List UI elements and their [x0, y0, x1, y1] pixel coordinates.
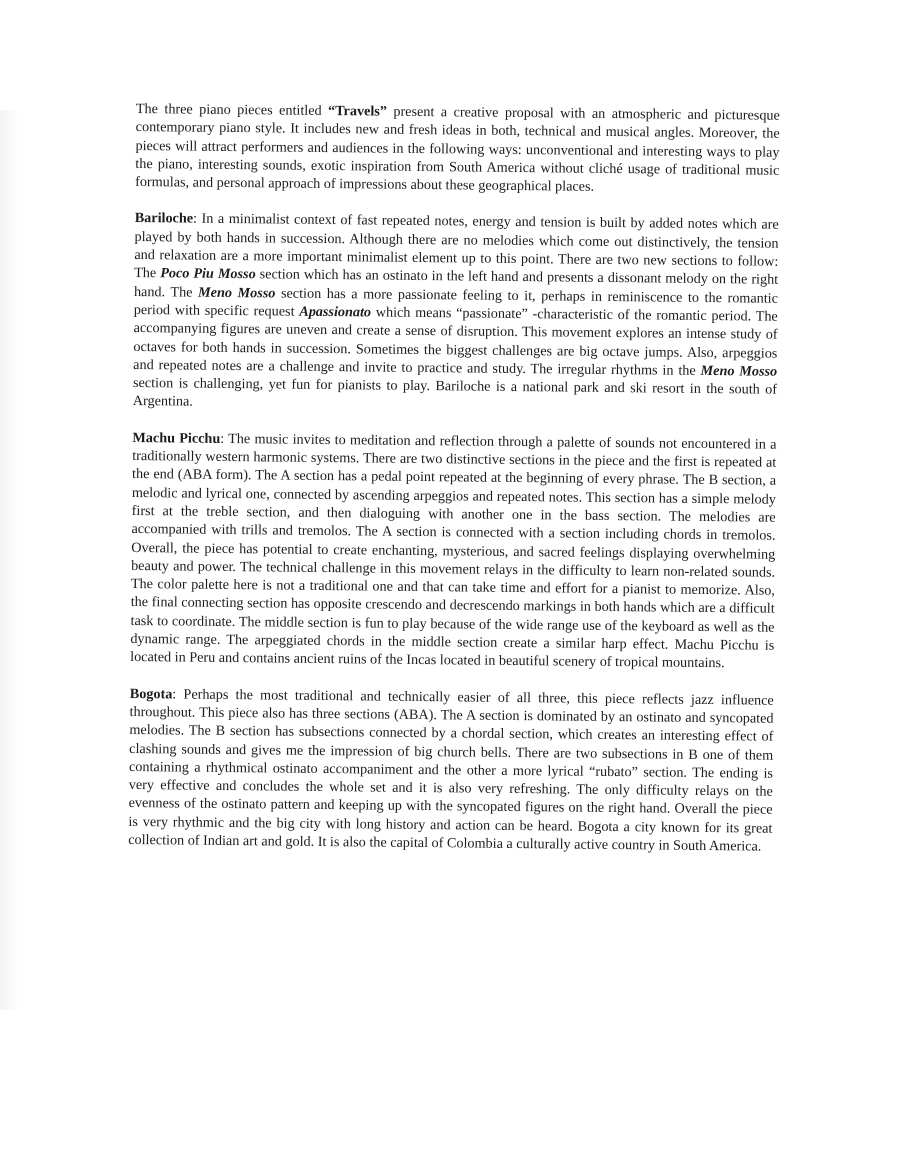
machu-picchu-text: : The music invites to meditation and reflection through a palette of sounds not encountered in a traditionally western harmonic systems. There are two distinctive sections in the piece and the first is repeated at the end (ABA form). The A section has a pedal point repeated at the beginning of every phrase. The B section, a melodic and lyrical one, connected by ascending arpeggios and repeated notes. This section has a simple melody first at the treble section, and then dialoguing with another one in the bass section. The melodies are accompanied with trills and tremolos. The A section is connected with a section including chords in tremolos. Overall, the piece has potential to create enchanting, mysterious, and sacred feelings displaying overwhelming beauty and power. The technical challenge in this movement relays in the difficulty to learn non-related sounds. The color palette here is not a traditional one and that can take time and effort for a pianist to memorize. Also, the final connecting section has opposite crescendo and decrescendo markings in both hands which are a difficult task to coordinate. The middle section is fun to play because of the wide range use of the keyboard as well as the dynamic range. The arpeggiated chords in the middle section create a similar harp effect. Machu Picchu is located in Peru and contains ancient ruins of the Incas located in beautiful scenery of tropical mountains. — [130, 430, 777, 672]
bogota-text: : Perhaps the most traditional and technically easier of all three, this piece reflects jazz influence throughout. This piece also has three sections (ABA). The A section is dominated by an ostinato and syncopated melodies. The B section has subsections connected by a chordal section, which creates an interesting effect of clashing sounds and gives me the impression of big church bells. There are two subsections in B one of them containing a rhythmical ostinato accompaniment and the other a more lyrical “rubato” section. The ending is very effective and concludes the whole set and it is also very refreshing. The only difficulty relays on the evenness of the ostinato pattern and keeping up with the syncopated figures on the right hand. Overall the piece is very rhythmic and the big city with long history and action can be heard. Bogota a city known for its great collection of Indian art and gold. It is also the capital of Colombia a culturally active country in South America. — [128, 686, 774, 855]
bariloche-paragraph — [133, 209, 779, 417]
machu-picchu-paragraph — [130, 429, 776, 674]
document-body — [128, 100, 780, 874]
work-title: “Travels” — [328, 103, 388, 120]
intro-paragraph — [135, 100, 780, 198]
bogota-heading: Bogota — [129, 685, 173, 703]
tempo-marking-meno-mosso: Meno Mosso — [198, 284, 276, 302]
bariloche-text-5: section is challenging, yet fun for pianists to play. Bariloche is a national park and ski resort in the south of Argentina. — [132, 375, 778, 411]
expression-marking-apassionato: Apassionato — [299, 303, 372, 321]
bariloche-text-2: section which has an ostinato in the left hand and presents a dissonant melody on the right hand. The — [133, 266, 779, 301]
machu-picchu-heading: Machu Picchu — [132, 429, 221, 447]
tempo-marking-poco-piu-mosso: Poco Piu Mosso — [160, 265, 256, 283]
bariloche-text-3: section has a more passionate feeling to it, perhaps in reminiscence to the romantic period with specific request — [133, 285, 779, 320]
intro-text: present a creative proposal with an atmospheric and picturesque contemporary piano style. It includes new and fresh ideas in both, technical and musical angles. Moreover, the pieces will attract performers and audiences in the following ways: unconventional and interesting ways to play the piano, interesting sounds, exotic inspiration from South America without cliché usage of traditional music formulas, and personal approach of impressions about these geographical places. — [135, 103, 780, 195]
scan-edge-shadow — [0, 110, 20, 1010]
bariloche-heading: Bariloche — [134, 210, 194, 228]
intro-prefix: The three piano pieces entitled — [135, 100, 329, 120]
bogota-paragraph — [128, 685, 774, 856]
tempo-marking-meno-mosso-2: Meno Mosso — [700, 362, 778, 380]
bariloche-text-1: : In a minimalist context of fast repeated notes, energy and tension is built by added notes which are played by both hands in succession. Although there are no melodies which come out distinctively, the tension and relaxation are a more important minimalist element up to this point. There are two new sections to follow: The — [134, 211, 779, 282]
bariloche-text-4: which means “passionate” -characteristic of the romantic period. The accompanying figures are uneven and create a sense of disruption. This movement explores an intense study of octaves for both hands in succession. Sometimes the biggest challenges are big octave jumps. Also, arpeggios and repeated notes are a challenge and invite to practice and study. The irregular rhythms in the — [133, 304, 778, 379]
